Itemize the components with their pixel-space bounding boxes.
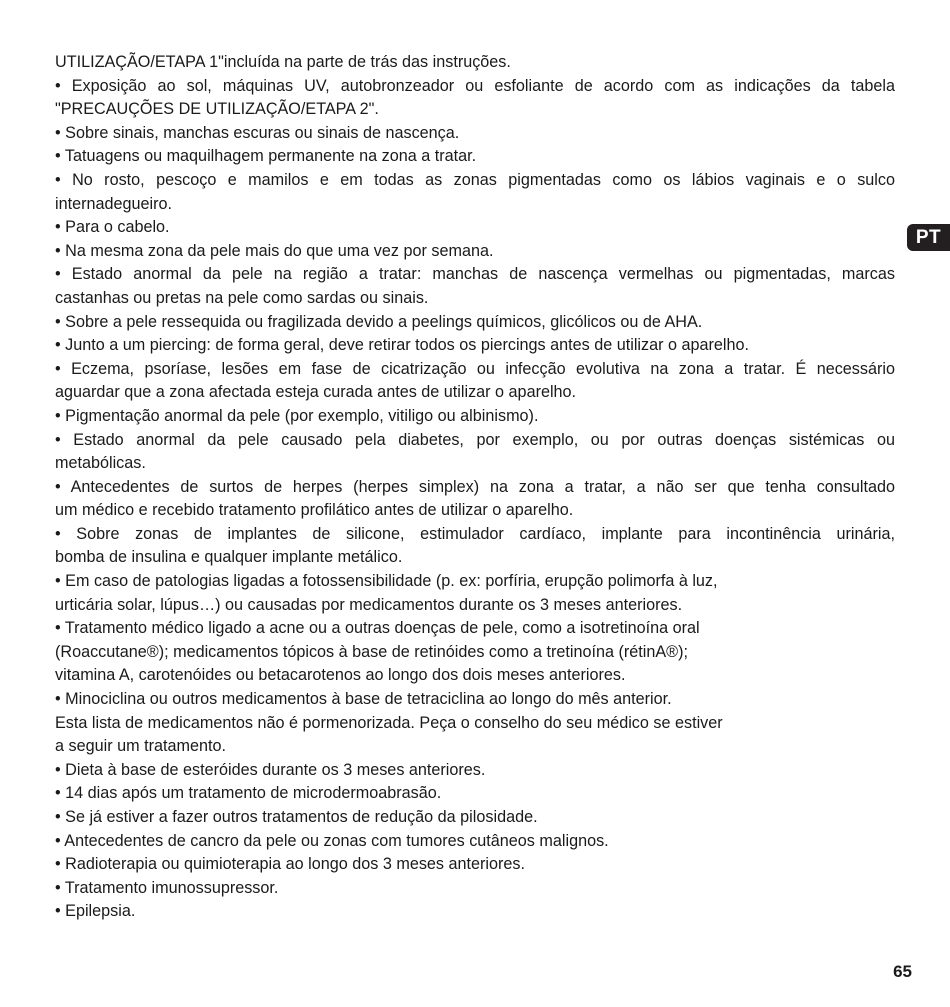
text-line: • Estado anormal da pele causado pela diabetes, por exemplo, ou por outras doenças sistémicas ou xyxy=(55,430,895,449)
text-line: • Na mesma zona da pele mais do que uma vez por semana. xyxy=(55,241,494,260)
text-line: • Sobre zonas de implantes de silicone, estimulador cardíaco, implante para incontinência urinária, xyxy=(55,524,895,543)
text-line: • Antecedentes de surtos de herpes (herpes simplex) na zona a tratar, a não ser que tenha consultado xyxy=(55,477,895,496)
text-line: urticária solar, lúpus…) ou causadas por medicamentos durante os 3 meses anteriores. xyxy=(55,595,683,614)
text-line: • Tratamento imunossupressor. xyxy=(55,878,279,897)
text-line: • Se já estiver a fazer outros tratamentos de redução da pilosidade. xyxy=(55,808,538,826)
text-line: • Minociclina ou outros medicamentos à base de tetraciclina ao longo do mês anterior. xyxy=(55,690,672,709)
text-line: • Dieta à base de esteróides durante os 3 meses anteriores. xyxy=(55,760,486,779)
text-line: • Eczema, psoríase, lesões em fase de cicatrização ou infecção evolutiva na zona a tratar. É necessário xyxy=(55,359,895,378)
document-body xyxy=(55,51,895,924)
text-line: castanhas ou pretas na pele como sardas ou sinais. xyxy=(55,288,429,307)
text-line: (Roaccutane®); medicamentos tópicos à base de retinóides como a tretinoína (rétinA®); xyxy=(55,642,688,661)
text-line: • Sobre sinais, manchas escuras ou sinais de nascença. xyxy=(55,123,460,142)
text-line: vitamina A, carotenóides ou betacarotenos ao longo dos dois meses anteriores. xyxy=(55,666,626,685)
text-line: um médico e recebido tratamento profilático antes de utilizar o aparelho. xyxy=(55,501,574,520)
text-line: • Epilepsia. xyxy=(55,902,136,921)
text-line: • Em caso de patologias ligadas a fotossensibilidade (p. ex: porfíria, erupção polimorfa à luz, xyxy=(55,572,718,591)
text-line: • Pigmentação anormal da pele (por exemplo, vitiligo ou albinismo). xyxy=(55,406,539,425)
page-number: 65 xyxy=(893,962,912,981)
text-line: • 14 dias após um tratamento de microdermoabrasão. xyxy=(55,784,442,803)
text-line: • Para o cabelo. xyxy=(55,218,170,237)
text-line: • No rosto, pescoço e mamilos e em todas as zonas pigmentadas como os lábios vaginais e o sulco xyxy=(55,170,895,189)
text-line: UTILIZAÇÃO/ETAPA 1"incluída na parte de trás das instruções. xyxy=(55,53,511,71)
text-line: • Radioterapia ou quimioterapia ao longo dos 3 meses anteriores. xyxy=(55,855,525,874)
text-line: a seguir um tratamento. xyxy=(55,737,226,756)
text-line: • Estado anormal da pele na região a tratar: manchas de nascença vermelhas ou pigmentadas, marcas xyxy=(55,265,895,284)
text-line: aguardar que a zona afectada esteja curada antes de utilizar o aparelho. xyxy=(55,383,577,402)
text-line: • Sobre a pele ressequida ou fragilizada devido a peelings químicos, glicólicos ou de AHA. xyxy=(55,312,703,331)
text-line: • Tratamento médico ligado a acne ou a outras doenças de pele, como a isotretinoína oral xyxy=(55,619,700,638)
language-tab: PT xyxy=(907,224,950,251)
text-line: internadegueiro. xyxy=(55,194,172,213)
text-line: Esta lista de medicamentos não é pormenorizada. Peça o conselho do seu médico se estiver xyxy=(55,713,723,732)
text-line: "PRECAUÇÕES DE UTILIZAÇÃO/ETAPA 2". xyxy=(55,100,379,119)
text-line: metabólicas. xyxy=(55,454,146,473)
text-line: • Exposição ao sol, máquinas UV, autobronzeador ou esfoliante de acordo com as indicações da tabela xyxy=(55,76,895,95)
text-line: • Junto a um piercing: de forma geral, deve retirar todos os piercings antes de utilizar o aparelho. xyxy=(55,336,750,355)
text-line: • Antecedentes de cancro da pele ou zonas com tumores cutâneos malignos. xyxy=(55,831,609,850)
text-line: • Tatuagens ou maquilhagem permanente na zona a tratar. xyxy=(55,147,477,166)
text-line: bomba de insulina e qualquer implante metálico. xyxy=(55,548,403,567)
